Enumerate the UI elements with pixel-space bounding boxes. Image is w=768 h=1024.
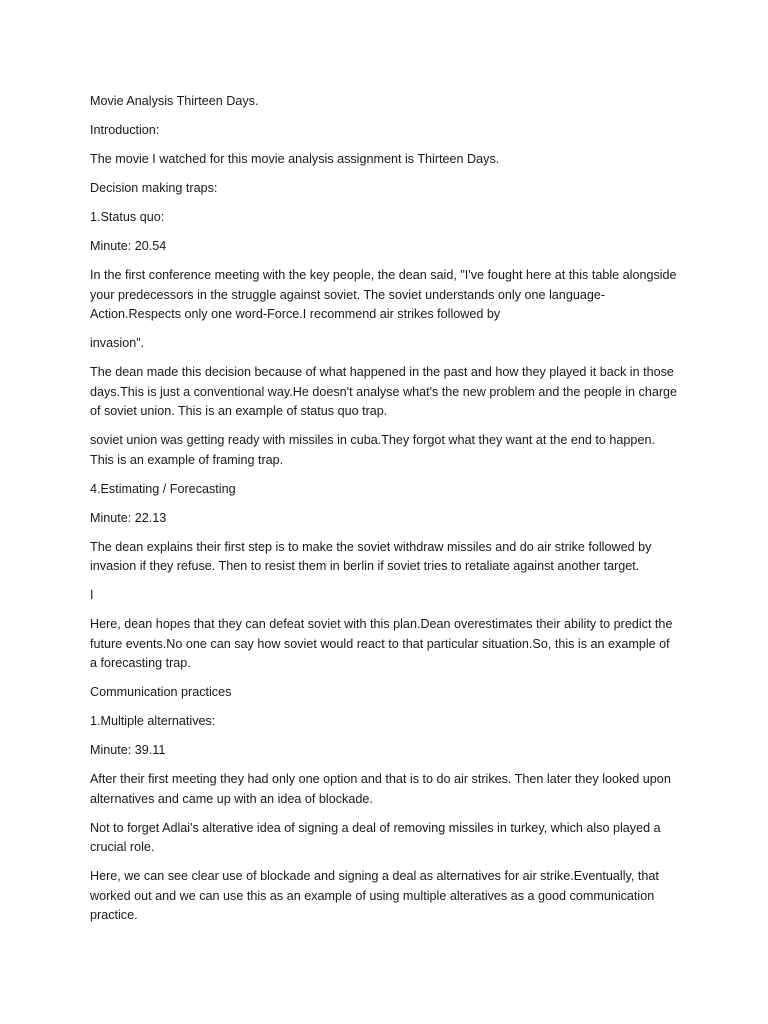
timestamp-line: Minute: 22.13 <box>90 510 167 525</box>
subheading-status-quo: 1.Status quo: <box>90 210 165 224</box>
paragraph: Here, we can see clear use of blockade and signing a deal as alternatives for air strike.Eventually, that worked out and we can use this as an example of using multiple alteratives as a good communication practice. <box>90 869 659 922</box>
section-heading-communication: Communication practices <box>90 685 232 699</box>
subheading-multiple-alternatives: 1.Multiple alternatives: <box>90 714 216 728</box>
section-heading-decision-traps: Decision making traps: <box>90 181 218 195</box>
timestamp-line: Minute: 20.54 <box>90 239 167 253</box>
paragraph: soviet union was getting ready with missiles in cuba.They forgot what they want at the end to happen. This is an example of framing trap. <box>90 433 655 467</box>
timestamp-line: Minute: 39.11 <box>90 743 166 757</box>
paragraph: I <box>90 588 94 602</box>
subheading-forecasting: 4.Estimating / Forecasting <box>90 481 236 496</box>
paragraph: The dean explains their first step is to make the soviet withdraw missiles and do air strike followed by invasion if they refuse. Then to resist them in berlin if soviet tries to retaliate against another target. <box>90 539 652 573</box>
paragraph: The movie I watched for this movie analysis assignment is Thirteen Days. <box>90 152 500 166</box>
section-heading-introduction: Introduction: <box>90 123 160 137</box>
paragraph: In the first conference meeting with the key people, the dean said, "I've fought here at this table alongside your predecessors in the struggle against soviet. The soviet understands only one language-Action.Respects only one word-Force.I recommend air strikes followed by <box>90 268 677 321</box>
document-body <box>90 92 680 935</box>
paragraph: Here, dean hopes that they can defeat soviet with this plan.Dean overestimates their ability to predict the future events.No one can say how soviet would react to that particular situation.So, this is an example of a forecasting trap. <box>90 617 673 670</box>
paragraph: After their first meeting they had only one option and that is to do air strikes. Then later they looked upon alternatives and came up with an idea of blockade. <box>90 772 671 806</box>
document-title: Movie Analysis Thirteen Days. <box>90 94 259 108</box>
paragraph: Not to forget Adlai's alterative idea of signing a deal of removing missiles in turkey, which also played a crucial role. <box>90 820 661 854</box>
paragraph: The dean made this decision because of what happened in the past and how they played it back in those days.This is just a conventional way.He doesn't analyse what's the new problem and the people in charge of soviet union. This is an example of status quo trap. <box>90 365 678 418</box>
paragraph: invasion". <box>90 336 145 350</box>
